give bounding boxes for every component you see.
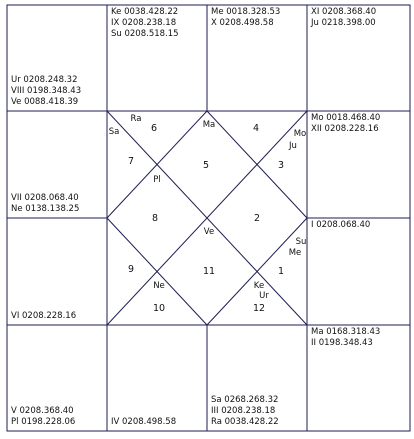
planet-label-pl: Pl bbox=[153, 175, 161, 185]
cell-line: XII 0208.228.16 bbox=[311, 124, 379, 134]
planet-label-ve: Ve bbox=[203, 227, 215, 237]
house-number-2: 2 bbox=[253, 213, 261, 224]
house-number-8: 8 bbox=[151, 213, 159, 224]
cell-line: Pl 0198.228.06 bbox=[11, 417, 76, 427]
cell-line: Me 0018.328.53 bbox=[211, 7, 281, 17]
planet-label-su: Su bbox=[295, 237, 307, 247]
cell-l3 bbox=[11, 311, 76, 322]
cell-t2 bbox=[111, 7, 179, 40]
house-number-12: 12 bbox=[252, 303, 266, 314]
planet-label-me: Me bbox=[288, 248, 302, 258]
cell-bl bbox=[11, 406, 75, 428]
house-number-1: 1 bbox=[277, 266, 285, 277]
house-number-7: 7 bbox=[127, 156, 135, 167]
cell-line: Ur 0208.248.32 bbox=[11, 75, 78, 85]
cell-b3 bbox=[211, 395, 279, 428]
cell-line: VI 0208.228.16 bbox=[11, 311, 77, 321]
house-number-9: 9 bbox=[127, 264, 135, 275]
grid-lines bbox=[7, 5, 410, 431]
planet-label-ma: Ma bbox=[202, 120, 216, 130]
cell-line: Ke 0038.428.22 bbox=[111, 7, 179, 17]
cell-line: X 0208.498.58 bbox=[211, 18, 274, 28]
house-number-4: 4 bbox=[252, 123, 260, 134]
house-number-11: 11 bbox=[202, 266, 216, 277]
cell-line: IV 0208.498.58 bbox=[111, 417, 177, 427]
planet-label-ne: Ne bbox=[153, 281, 165, 291]
house-number-3: 3 bbox=[277, 160, 285, 171]
cell-line: II 0198.348.43 bbox=[311, 338, 373, 348]
cell-tr bbox=[311, 7, 376, 29]
cell-line: Mo 0018.468.40 bbox=[311, 113, 381, 123]
cell-br bbox=[311, 327, 380, 349]
cell-line: V 0208.368.40 bbox=[11, 406, 74, 416]
cell-r2 bbox=[311, 113, 380, 135]
planet-label-mo: Mo bbox=[293, 129, 307, 139]
planet-label-ra: Ra bbox=[130, 114, 142, 124]
diamond-lines bbox=[107, 111, 307, 325]
cell-b2 bbox=[111, 417, 176, 428]
house-number-6: 6 bbox=[150, 123, 158, 134]
cell-line: IX 0208.238.18 bbox=[111, 18, 177, 28]
cell-line: VIII 0198.348.43 bbox=[11, 86, 82, 96]
cell-line: XI 0208.368.40 bbox=[311, 7, 377, 17]
cell-l2 bbox=[11, 193, 79, 215]
cell-line: Ma 0168.318.43 bbox=[311, 327, 381, 337]
house-number-10: 10 bbox=[152, 303, 166, 314]
cell-line: I 0208.068.40 bbox=[311, 220, 371, 230]
cell-line: Ra 0038.428.22 bbox=[211, 417, 279, 427]
house-number-5: 5 bbox=[202, 160, 210, 171]
cell-tl bbox=[11, 75, 81, 108]
cell-t3 bbox=[211, 7, 280, 29]
cell-line: Ju 0218.398.00 bbox=[311, 18, 376, 28]
cell-line: III 0208.238.18 bbox=[211, 406, 276, 416]
planet-label-ur: Ur bbox=[259, 291, 269, 301]
cell-line: Ve 0088.418.39 bbox=[11, 97, 79, 107]
cell-line: Su 0208.518.15 bbox=[111, 29, 179, 39]
cell-line: Ne 0138.138.25 bbox=[11, 204, 80, 214]
cell-line: VII 0208.068.40 bbox=[11, 193, 79, 203]
planet-label-ju: Ju bbox=[289, 141, 297, 151]
planet-label-sa: Sa bbox=[108, 127, 120, 137]
planet-label-ke: Ke bbox=[253, 281, 265, 291]
cell-line: Sa 0268.268.32 bbox=[211, 395, 279, 405]
cell-r3 bbox=[311, 220, 370, 231]
